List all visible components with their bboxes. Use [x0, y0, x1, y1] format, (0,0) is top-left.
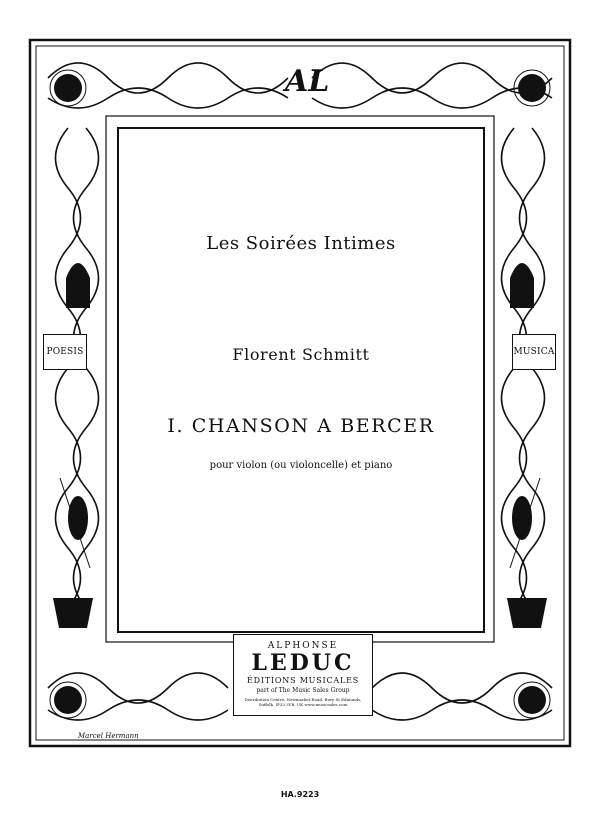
- instrumentation: pour violon (ou violoncelle) et piano: [209, 460, 393, 471]
- publisher-editions: ÉDITIONS MUSICALES: [247, 676, 359, 685]
- title-panel: [117, 127, 485, 633]
- publisher-line-alphonse: ALPHONSE: [267, 641, 339, 651]
- publisher-name: LEDUC: [251, 650, 355, 676]
- composer-name: Florent Schmitt: [232, 345, 370, 364]
- catalog-number: HA.9223: [280, 790, 320, 799]
- publisher-address: Distribution Centre, Newmarket Road, Bury St Edmunds, Suffolk, IP33 3YB, UK www.musicsales.com: [244, 697, 362, 707]
- cartouche-poesis: POESIS: [43, 334, 87, 370]
- publisher-monogram: AL: [285, 64, 330, 99]
- piece-title: I. CHANSON A BERCER: [167, 415, 435, 437]
- collection-title: Les Soirées Intimes: [206, 233, 396, 254]
- cartouche-musica: MUSICA: [512, 334, 556, 370]
- publisher-group: part of The Music Sales Group: [256, 687, 350, 694]
- publisher-plate: [233, 634, 373, 716]
- engraver-signature: Marcel Hermann: [78, 732, 139, 740]
